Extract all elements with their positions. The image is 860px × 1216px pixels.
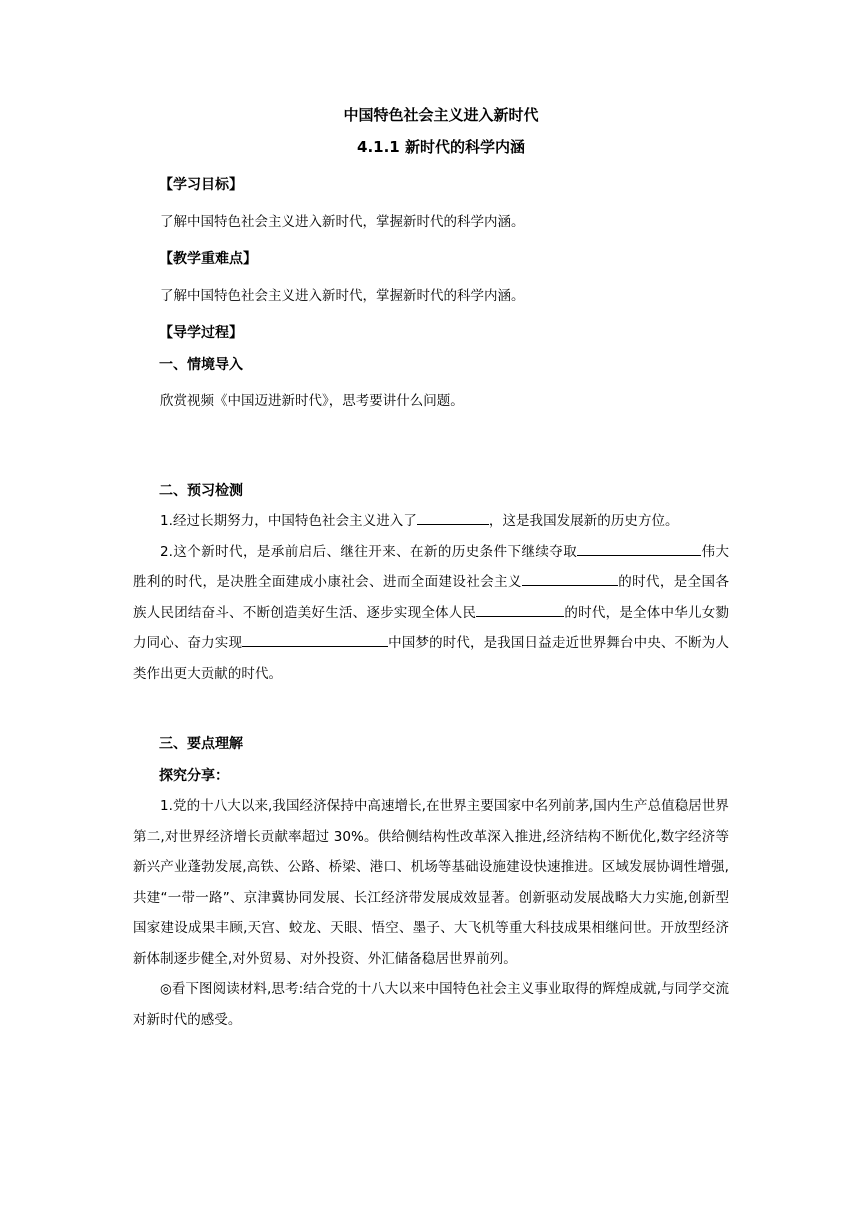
q2-text-d: 的时代，是全体中华儿女勠力同心、奋力实现 (133, 604, 730, 651)
explore-paragraph-1: 1.党的十八大以来,我国经济保持中高速增长,在世界主要国家中名列前茅,国内生产总值稳居世界第二,对世界经济增长贡献率超过 30%。供给侧结构性改革深入推进,经济结构不断优化,数字经济等新兴产业蓬勃发展,高铁、公路、桥梁、港口、机场等基础设施建设快速推进。区域发展协调性增强,共建“一带一路”、京津冀协同发展、长江经济带发展成效显著。创新驱动发展战略大力实施,创新型国家建设成果丰顾,天宫、蛟龙、天眼、悟空、墨子、大飞机等重大科技成果相继问世。开放型经济新体制逐步健全,对外贸易、对外投资、外汇储备稳居世界前列。 (133, 798, 729, 967)
document-page (133, 104, 729, 1035)
q1-answer-blank[interactable] (417, 508, 489, 525)
preview-heading: 二、预习检测 (159, 483, 243, 499)
intro-heading: 一、情境导入 (159, 357, 243, 373)
preview-question-2 (133, 537, 729, 690)
process-heading: 【导学过程】 (159, 325, 243, 341)
document-subtitle: 4.1.1 新时代的科学内涵 (357, 138, 525, 156)
explore-heading: 探究分享： (159, 768, 229, 784)
q2-text-e: 中国梦的时代，是我国日益走近世界舞台中央、不断为人类作出更大贡献的时代。 (133, 635, 729, 682)
understand-heading: 三、要点理解 (159, 736, 243, 752)
preview-questions (133, 506, 729, 689)
q2-text-b: 伟大胜利的时代，是决胜全面建成小康社会、进而全面建设社会主义 (133, 543, 729, 590)
q2-answer-blank-1[interactable] (577, 539, 701, 556)
q2-text-c: 的时代，是全国各族人民团结奋斗、不断创造美好生活、逐步实现全体人民 (133, 574, 729, 621)
q2-text-a: 2.这个新时代，是承前启后、继往开来、在新的历史条件下继续夺取 (160, 543, 578, 560)
key-points-heading: 【教学重难点】 (159, 251, 257, 267)
explore-paragraph-2: ◎看下图阅读材料,思考:结合党的十八大以来中国特色社会主义事业取得的辉煌成就,与同学交流对新时代的感受。 (133, 981, 729, 1028)
intro-text: 欣赏视频《中国迈进新时代》，思考要讲什么问题。 (160, 393, 464, 409)
goals-text: 了解中国特色社会主义进入新时代，掌握新时代的科学内涵。 (160, 214, 525, 230)
preview-question-1 (133, 506, 729, 537)
goals-heading: 【学习目标】 (159, 177, 243, 193)
q2-answer-blank-4[interactable] (242, 630, 388, 647)
q2-answer-blank-2[interactable] (522, 569, 618, 586)
q1-text-b: ，这是我国发展新的历史方位。 (488, 513, 679, 529)
document-title: 中国特色社会主义进入新时代 (343, 106, 539, 124)
q1-text-a: 1.经过长期努力，中国特色社会主义进入了 (160, 513, 417, 529)
key-points-text: 了解中国特色社会主义进入新时代，掌握新时代的科学内涵。 (160, 288, 525, 304)
q2-answer-blank-3[interactable] (476, 600, 564, 617)
